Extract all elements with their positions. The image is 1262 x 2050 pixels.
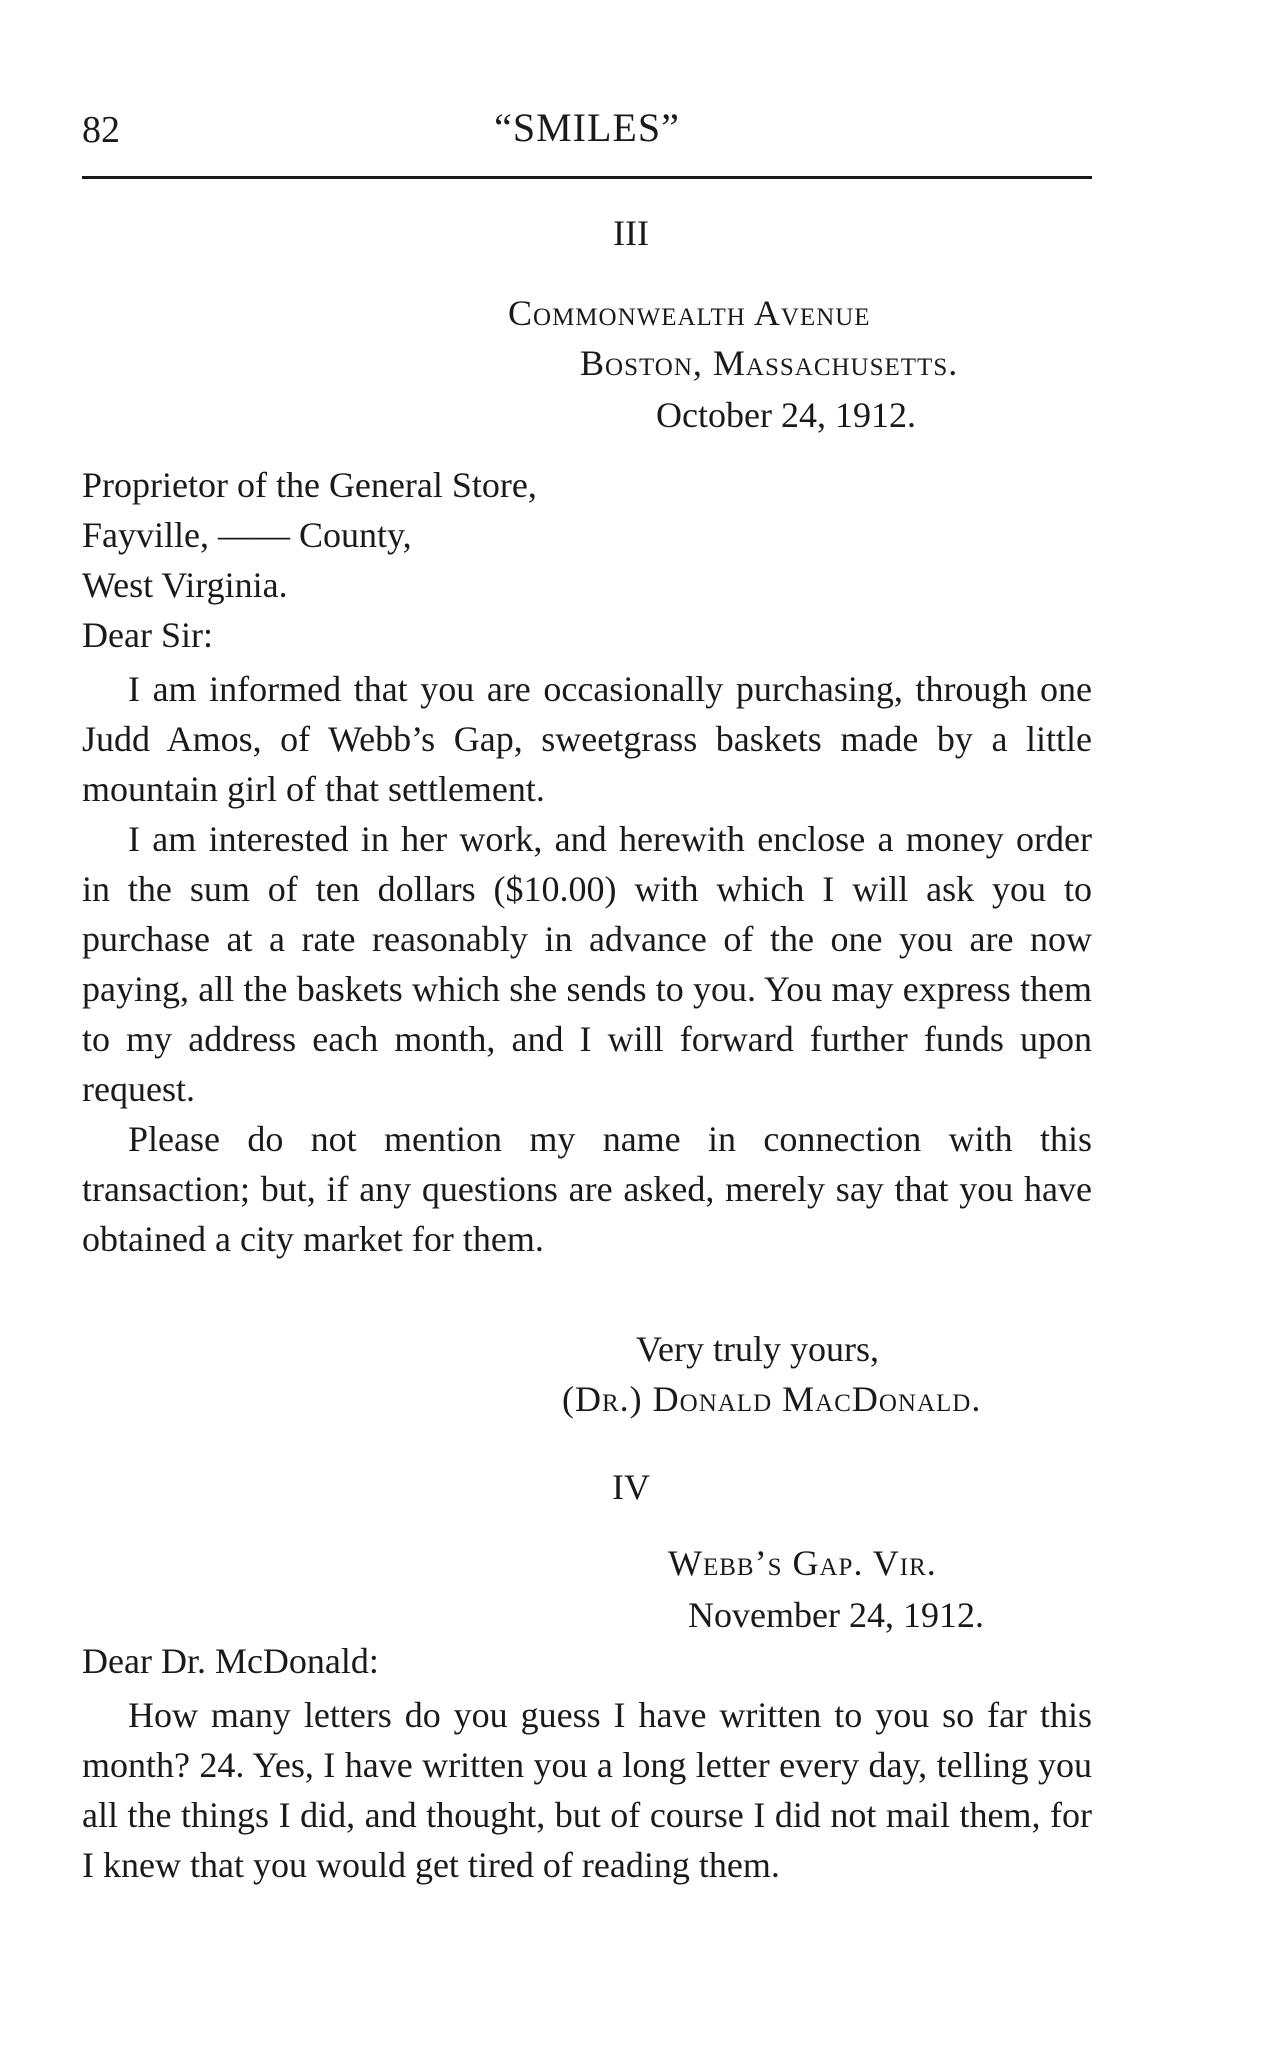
letter-three-address-line-2: Boston, Massachusetts.: [580, 343, 959, 383]
letter-three-paragraph: I am informed that you are occasionally purchasing, through one Judd Amos, of Webb’s Gap, sweetgrass baskets made by a little mountain girl of that settlement.: [82, 669, 1092, 809]
running-title: “SMILES”: [494, 105, 680, 150]
letter-four-numeral: IV: [612, 1467, 650, 1507]
letter-three-recipient-line-3: West Virginia.: [82, 565, 288, 605]
letter-three-paragraph: I am interested in her work, and herewith enclose a money order in the sum of ten dollars ($10.00) with which I will ask you to purchase at a rate reasonably in advance of the one you are now paying, all the baskets which she sends to you. You may express them to my address each month, and I will forward further funds upon request.: [82, 819, 1092, 1109]
letter-four-salutation: Dear Dr. McDonald:: [82, 1641, 379, 1681]
letter-three-signature: (Dr.) Donald MacDonald.: [562, 1379, 982, 1419]
letter-four-date: November 24, 1912.: [688, 1595, 984, 1635]
letter-three-closing: Very truly yours,: [636, 1329, 879, 1369]
page-header: [82, 100, 1092, 160]
letter-four-address-line-1: Webb’s Gap. Vir.: [668, 1543, 937, 1583]
letter-three-recipient-line-1: Proprietor of the General Store,: [82, 465, 537, 505]
letter-three-numeral: III: [613, 213, 649, 253]
page-number: 82: [82, 109, 120, 151]
header-rule: [82, 176, 1092, 179]
letter-three-salutation: Dear Sir:: [82, 615, 213, 655]
letter-three-address-line-1: Commonwealth Avenue: [508, 293, 871, 333]
letter-four-paragraph: How many letters do you guess I have written to you so far this month? 24. Yes, I have written you a long letter every day, telling you all the things I did, and thought, but of course I did not mail them, for I knew that you would get tired of reading them.: [82, 1695, 1092, 1885]
letter-three-body: [82, 664, 1092, 1264]
letter-three-recipient-line-2: Fayville, —— County,: [82, 515, 412, 555]
letter-three-date: October 24, 1912.: [656, 395, 916, 435]
letter-three-paragraph: Please do not mention my name in connection with this transaction; but, if any questions are asked, merely say that you have obtained a city market for them.: [82, 1119, 1092, 1259]
letter-four-body: [82, 1690, 1092, 1890]
